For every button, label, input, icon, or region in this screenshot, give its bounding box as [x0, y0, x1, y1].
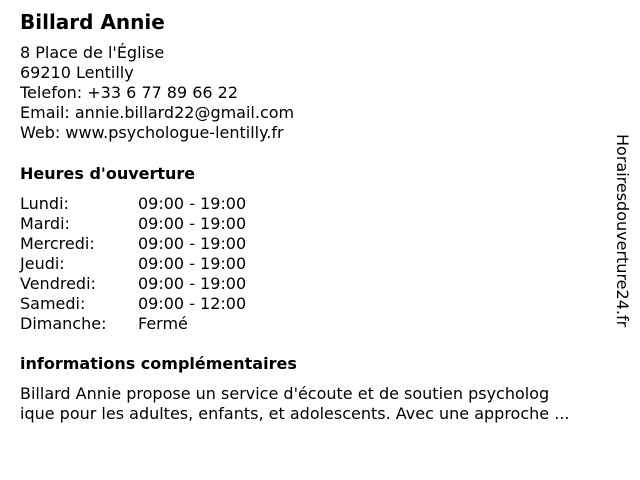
- day-label: Vendredi:: [20, 274, 96, 293]
- site-watermark: Horairesdouverture24.fr: [613, 134, 632, 328]
- address-street: 8 Place de l'Église: [20, 43, 165, 62]
- hours-row-friday: [20, 274, 246, 294]
- email-address[interactable]: Email: annie.billard22@gmail.com: [20, 103, 295, 122]
- website-link[interactable]: Web: www.psychologue-lentilly.fr: [20, 123, 284, 142]
- contact-block: [20, 43, 294, 143]
- day-label: Samedi:: [20, 294, 86, 313]
- time-value: 09:00 - 19:00: [138, 214, 247, 233]
- hours-row-tuesday: [20, 214, 246, 234]
- hours-row-thursday: [20, 254, 246, 274]
- description-line-2: ique pour les adultes, enfants, et adolescents. Avec une approche ...: [20, 404, 570, 423]
- description-text: [20, 384, 620, 424]
- hours-row-saturday: [20, 294, 246, 314]
- time-value: 09:00 - 19:00: [138, 194, 247, 213]
- day-label: Dimanche:: [20, 314, 107, 333]
- hours-row-monday: [20, 194, 246, 214]
- business-name: Billard Annie: [20, 10, 165, 34]
- time-value: Fermé: [138, 314, 188, 333]
- opening-hours-table: [20, 194, 246, 334]
- day-label: Mardi:: [20, 214, 70, 233]
- day-label: Lundi:: [20, 194, 69, 213]
- day-label: Jeudi:: [20, 254, 65, 273]
- time-value: 09:00 - 19:00: [138, 234, 247, 253]
- time-value: 09:00 - 19:00: [138, 254, 247, 273]
- address-city: 69210 Lentilly: [20, 63, 134, 82]
- additional-info-heading: informations complémentaires: [20, 354, 297, 373]
- hours-row-sunday: [20, 314, 246, 334]
- day-label: Mercredi:: [20, 234, 95, 253]
- opening-hours-heading: Heures d'ouverture: [20, 164, 196, 183]
- phone-number[interactable]: Telefon: +33 6 77 89 66 22: [20, 83, 239, 102]
- hours-row-wednesday: [20, 234, 246, 254]
- description-line-1: Billard Annie propose un service d'écoute et de soutien psycholog: [20, 384, 550, 403]
- time-value: 09:00 - 12:00: [138, 294, 247, 313]
- time-value: 09:00 - 19:00: [138, 274, 247, 293]
